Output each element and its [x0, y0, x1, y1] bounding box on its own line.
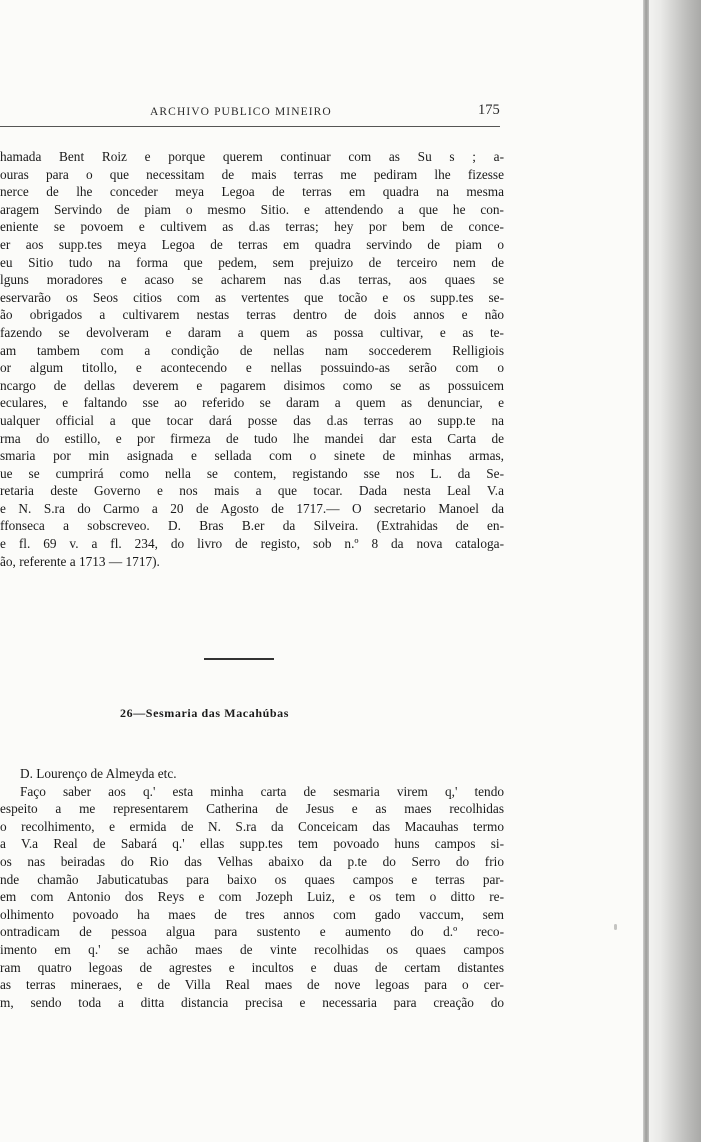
running-header — [0, 100, 600, 124]
page-number: 175 — [478, 102, 500, 118]
running-title: ARCHIVO PUBLICO MINEIRO — [150, 106, 332, 118]
book-gutter-shadow — [643, 0, 701, 1142]
text-line: e N. S.ra do Carmo a 20 de Agosto de 1717.— O secretario Manoel da — [0, 500, 504, 516]
text-line: olhimento povoado ha maes de tres annos com gado vaccum, sem — [0, 906, 504, 922]
text-line: or algum titollo, e acontecendo e nellas possuindo-as serão com o — [0, 360, 504, 376]
text-line: ão, referente a 1713 — 1717). — [0, 553, 160, 569]
text-line: ualquer official a que tocar dará posse das d.as terras ao supp.te na — [0, 412, 504, 428]
text-line: e fl. 69 v. a fl. 234, do livro de registo, sob n.º 8 da nova cataloga- — [0, 536, 504, 552]
body-text-block-2 — [0, 765, 504, 1011]
page-edge — [643, 0, 649, 1142]
text-line: aragem Servindo de piam o mesmo Sitio. e attendendo a que he con- — [0, 201, 504, 217]
text-line: nde chamão Jabuticatubas para baixo os quaes campos e terras par- — [0, 871, 504, 887]
paper-speck — [614, 924, 617, 930]
text-line: rma do estillo, e por firmeza de tudo lhe mandei dar esta Carta de — [0, 430, 504, 446]
text-line: smaria por min asignada e sellada com o sinete de minhas armas, — [0, 448, 504, 464]
text-line: o recolhimento, e ermida de N. S.ra da Conceicam das Macauhas termo — [0, 818, 504, 834]
text-line: D. Lourenço de Almeyda etc. — [20, 766, 177, 781]
text-line: fazendo se devolveram e daram a quem as possa cultivar, e as te- — [0, 324, 504, 340]
text-line: eu Sitio tudo na forma que pedem, sem prejuizo de terceiro nem de — [0, 254, 504, 270]
text-line: espeito a me representarem Catherina de Jesus e as maes recolhidas — [0, 801, 504, 817]
section-title: 26—Sesmaria das Macahúbas — [120, 706, 290, 720]
text-line: as terras mineraes, e de Villa Real maes de nove legoas para o cer- — [0, 977, 504, 993]
text-line: eservarão os Seos citios com as vertentes que tocão e os supp.tes se- — [0, 289, 504, 305]
text-line: ontradicam de pessoa algua para sustento e aumento do d.º reco- — [0, 924, 504, 940]
text-line: imento em q.' se achão maes de vinte recolhidas os quaes campos — [0, 941, 504, 957]
text-line: m, sendo toda a ditta distancia precisa e necessaria para creação do — [0, 994, 504, 1010]
text-line: ue se cumprirá como nella se contem, registando sse nos L. da Se- — [0, 465, 504, 481]
text-line: er aos supp.tes meya Legoa de terras em quadra servindo de piam o — [0, 236, 504, 252]
text-line: os nas beiradas do Rio das Velhas abaixo da p.te do Serro do frio — [0, 853, 504, 869]
text-line: retaria deste Governo e nos mais a que tocar. Dada nesta Leal V.a — [0, 483, 504, 499]
text-line: Faço saber aos q.' esta minha carta de sesmaria virem q,' tendo — [20, 783, 504, 799]
text-line: ouras para o que necessitam de mais terras me pediram lhe fizesse — [0, 166, 504, 182]
text-line: hamada Bent Roiz e porque querem continuar com as Su s ; a- — [0, 149, 504, 164]
text-line: ão obrigados a cultivarem nestas terras dentro de dois annos e não — [0, 307, 504, 323]
text-line: lguns moradores e acaso se acharem nas d.as terras, aos quaes se — [0, 272, 504, 288]
header-rule — [0, 126, 500, 127]
text-line: eniente se povoem e cultivem as d.as terras; hey por bem de conce- — [0, 219, 504, 235]
body-text-block-1 — [0, 148, 504, 570]
text-line: nerce de lhe conceder meya Legoa de terras em quadra na mesma — [0, 184, 504, 200]
text-line: a V.a Real de Sabará q.' ellas supp.tes tem povoado huns campos si- — [0, 836, 504, 852]
text-line: ram quatro legoas de agrestes e incultos e duas de certam distantes — [0, 959, 504, 975]
section-divider — [204, 658, 274, 660]
text-line: em com Antonio dos Reys e com Jozeph Luiz, e os tem o ditto re- — [0, 889, 504, 905]
text-line: am tambem com a condição de nellas nam soccederem Relligiois — [0, 342, 504, 358]
text-line: eculares, e faltando sse ao referido se daram a quem as denunciar, e — [0, 395, 504, 411]
text-line: ffonseca a sobscreveo. D. Bras B.er da Silveira. (Extrahidas de en- — [0, 518, 504, 534]
text-line: ncargo de dellas deverem e pagarem disimos como se as possuicem — [0, 377, 504, 393]
